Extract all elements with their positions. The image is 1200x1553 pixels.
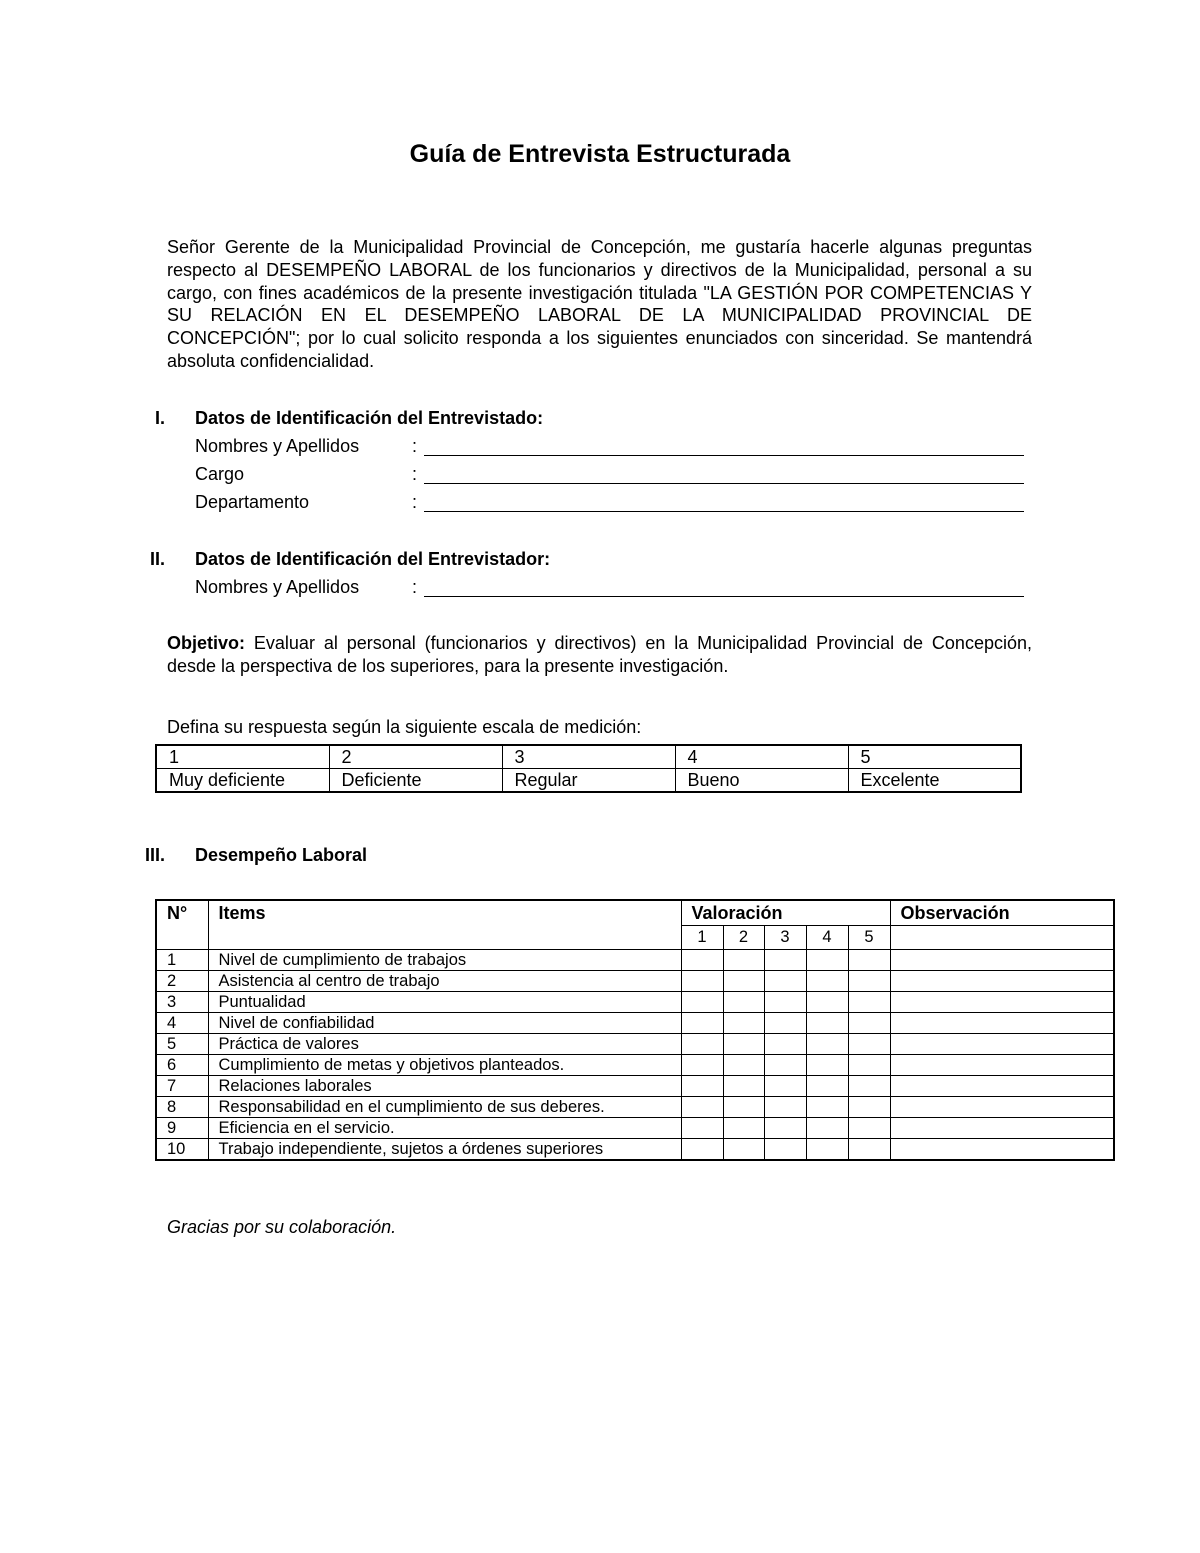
observation-cell[interactable] (890, 1097, 1114, 1118)
rating-level: 4 (806, 926, 848, 950)
interviewee-department-field[interactable] (424, 511, 1024, 512)
interviewee-position-field[interactable] (424, 483, 1024, 484)
table-row (156, 950, 1114, 971)
rating-cell-1[interactable] (681, 1076, 723, 1097)
observation-cell[interactable] (890, 1055, 1114, 1076)
item-description: Nivel de cumplimiento de trabajos (208, 950, 681, 971)
rating-cell-5[interactable] (848, 950, 890, 971)
scale-label: Regular (502, 769, 675, 793)
section-2-title: Datos de Identificación del Entrevistador: (195, 549, 551, 569)
rating-level: 2 (723, 926, 764, 950)
rating-cell-4[interactable] (806, 950, 848, 971)
rating-cell-3[interactable] (764, 1076, 806, 1097)
item-number: 2 (156, 971, 208, 992)
section-1-title: Datos de Identificación del Entrevistado: (195, 408, 544, 428)
scale-number: 2 (329, 745, 502, 769)
rating-cell-3[interactable] (764, 1013, 806, 1034)
intro-paragraph: Señor Gerente de la Municipalidad Provincial de Concepción, me gustaría hacerle algunas preguntas respecto al DESEMPEÑO LABORAL de los funcionarios y directivos de la Municipalidad, personal a su cargo, con fines académicos de la presente investigación titulada "LA GESTIÓN POR COMPETENCIAS Y SU RELACIÓN EN EL DESEMPEÑO LABORAL DE LA MUNICIPALIDAD PROVINCIAL DE CONCEPCIÓN"; por lo cual solicito responda a los siguientes enunciados con sinceridad. Se mantendrá absoluta confidencialidad. (167, 237, 1032, 371)
rating-cell-5[interactable] (848, 1076, 890, 1097)
section-2-number: II. (150, 549, 166, 569)
evaluation-header-row (156, 900, 1114, 926)
rating-cell-1[interactable] (681, 950, 723, 971)
observation-cell[interactable] (890, 1139, 1114, 1161)
observation-cell[interactable] (890, 1076, 1114, 1097)
section-3-number: III. (145, 845, 166, 865)
rating-level: 3 (764, 926, 806, 950)
item-description: Responsabilidad en el cumplimiento de sus deberes. (208, 1097, 681, 1118)
scale-label-row (156, 769, 1021, 793)
interviewer-name-label: Nombres y Apellidos (195, 577, 360, 597)
item-description: Cumplimiento de metas y objetivos planteados. (208, 1055, 681, 1076)
field-separator: : (412, 492, 418, 512)
rating-cell-2[interactable] (723, 950, 764, 971)
field-separator: : (412, 464, 418, 484)
objective-text: Evaluar al personal (funcionarios y directivos) en la Municipalidad Provincial de Concepción, desde la perspectiva de los superiores, para la presente investigación. (167, 633, 1032, 676)
item-description: Trabajo independiente, sujetos a órdenes superiores (208, 1139, 681, 1161)
item-number: 7 (156, 1076, 208, 1097)
item-number: 3 (156, 992, 208, 1013)
page-title: Guía de Entrevista Estructurada (409, 140, 791, 168)
rating-cell-1[interactable] (681, 992, 723, 1013)
scale-number-row (156, 745, 1021, 769)
rating-cell-3[interactable] (764, 1118, 806, 1139)
scale-label: Deficiente (329, 769, 502, 793)
rating-cell-2[interactable] (723, 1118, 764, 1139)
rating-cell-4[interactable] (806, 1139, 848, 1161)
observation-cell[interactable] (890, 950, 1114, 971)
rating-cell-3[interactable] (764, 1034, 806, 1055)
rating-cell-3[interactable] (764, 950, 806, 971)
rating-cell-3[interactable] (764, 1097, 806, 1118)
item-description: Puntualidad (208, 992, 681, 1013)
rating-level: 1 (681, 926, 723, 950)
table-row (156, 992, 1114, 1013)
rating-cell-5[interactable] (848, 971, 890, 992)
rating-cell-4[interactable] (806, 1076, 848, 1097)
rating-cell-2[interactable] (723, 1013, 764, 1034)
col-items-header: Items (208, 900, 681, 950)
scale-number: 5 (848, 745, 1021, 769)
rating-cell-1[interactable] (681, 971, 723, 992)
rating-cell-1[interactable] (681, 1097, 723, 1118)
rating-cell-5[interactable] (848, 1118, 890, 1139)
item-description: Eficiencia en el servicio. (208, 1118, 681, 1139)
table-row (156, 1055, 1114, 1076)
item-number: 1 (156, 950, 208, 971)
item-number: 10 (156, 1139, 208, 1161)
col-number-header: N° (156, 900, 208, 950)
scale-number: 3 (502, 745, 675, 769)
scale-label: Muy deficiente (156, 769, 329, 793)
item-number: 4 (156, 1013, 208, 1034)
rating-cell-4[interactable] (806, 1118, 848, 1139)
item-number: 9 (156, 1118, 208, 1139)
field-separator: : (412, 436, 418, 456)
rating-cell-2[interactable] (723, 1097, 764, 1118)
rating-cell-4[interactable] (806, 1013, 848, 1034)
scale-label: Bueno (675, 769, 848, 793)
rating-cell-3[interactable] (764, 1139, 806, 1161)
rating-cell-2[interactable] (723, 971, 764, 992)
scale-number: 1 (156, 745, 329, 769)
table-row (156, 1118, 1114, 1139)
rating-cell-2[interactable] (723, 1055, 764, 1076)
rating-cell-1[interactable] (681, 1118, 723, 1139)
observation-cell[interactable] (890, 971, 1114, 992)
item-number: 5 (156, 1034, 208, 1055)
objective-label: Objetivo: (167, 633, 246, 653)
interviewer-name-field[interactable] (424, 596, 1024, 597)
interviewee-name-field[interactable] (424, 455, 1024, 456)
item-description: Relaciones laborales (208, 1076, 681, 1097)
table-row (156, 1097, 1114, 1118)
observation-blank (890, 926, 1114, 950)
table-row (156, 1076, 1114, 1097)
field-separator: : (412, 577, 418, 597)
objective-paragraph (167, 632, 1032, 678)
rating-cell-4[interactable] (806, 971, 848, 992)
table-row (156, 1013, 1114, 1034)
rating-cell-5[interactable] (848, 1097, 890, 1118)
observation-cell[interactable] (890, 1118, 1114, 1139)
section-3-title: Desempeño Laboral (195, 845, 368, 865)
scale-number: 4 (675, 745, 848, 769)
rating-cell-4[interactable] (806, 1055, 848, 1076)
rating-cell-3[interactable] (764, 1055, 806, 1076)
rating-cell-3[interactable] (764, 971, 806, 992)
item-number: 6 (156, 1055, 208, 1076)
evaluation-table (155, 899, 1115, 1161)
item-number: 8 (156, 1097, 208, 1118)
rating-cell-5[interactable] (848, 992, 890, 1013)
rating-cell-5[interactable] (848, 1034, 890, 1055)
table-row (156, 1139, 1114, 1161)
rating-cell-4[interactable] (806, 1097, 848, 1118)
rating-cell-4[interactable] (806, 992, 848, 1013)
col-rating-header: Valoración (681, 900, 890, 926)
observation-cell[interactable] (890, 1013, 1114, 1034)
table-row (156, 971, 1114, 992)
rating-cell-3[interactable] (764, 992, 806, 1013)
rating-cell-1[interactable] (681, 1013, 723, 1034)
rating-cell-2[interactable] (723, 992, 764, 1013)
observation-cell[interactable] (890, 992, 1114, 1013)
rating-cell-1[interactable] (681, 1055, 723, 1076)
section-1-number: I. (155, 408, 166, 428)
rating-cell-1[interactable] (681, 1034, 723, 1055)
rating-cell-4[interactable] (806, 1034, 848, 1055)
rating-level: 5 (848, 926, 890, 950)
interviewee-department-label: Departamento (195, 492, 310, 512)
item-description: Práctica de valores (208, 1034, 681, 1055)
rating-cell-5[interactable] (848, 1013, 890, 1034)
item-description: Asistencia al centro de trabajo (208, 971, 681, 992)
rating-cell-5[interactable] (848, 1139, 890, 1161)
rating-cell-5[interactable] (848, 1055, 890, 1076)
rating-cell-2[interactable] (723, 1034, 764, 1055)
rating-cell-2[interactable] (723, 1139, 764, 1161)
scale-table (155, 744, 1022, 793)
table-row (156, 1034, 1114, 1055)
scale-label: Excelente (848, 769, 1021, 793)
observation-cell[interactable] (890, 1034, 1114, 1055)
rating-cell-1[interactable] (681, 1139, 723, 1161)
thanks-note: Gracias por su colaboración. (167, 1217, 397, 1237)
scale-intro: Defina su respuesta según la siguiente escala de medición: (167, 717, 642, 737)
rating-cell-2[interactable] (723, 1076, 764, 1097)
col-observation-header: Observación (890, 900, 1114, 926)
interviewee-name-label: Nombres y Apellidos (195, 436, 360, 456)
interviewee-position-label: Cargo (195, 464, 245, 484)
item-description: Nivel de confiabilidad (208, 1013, 681, 1034)
